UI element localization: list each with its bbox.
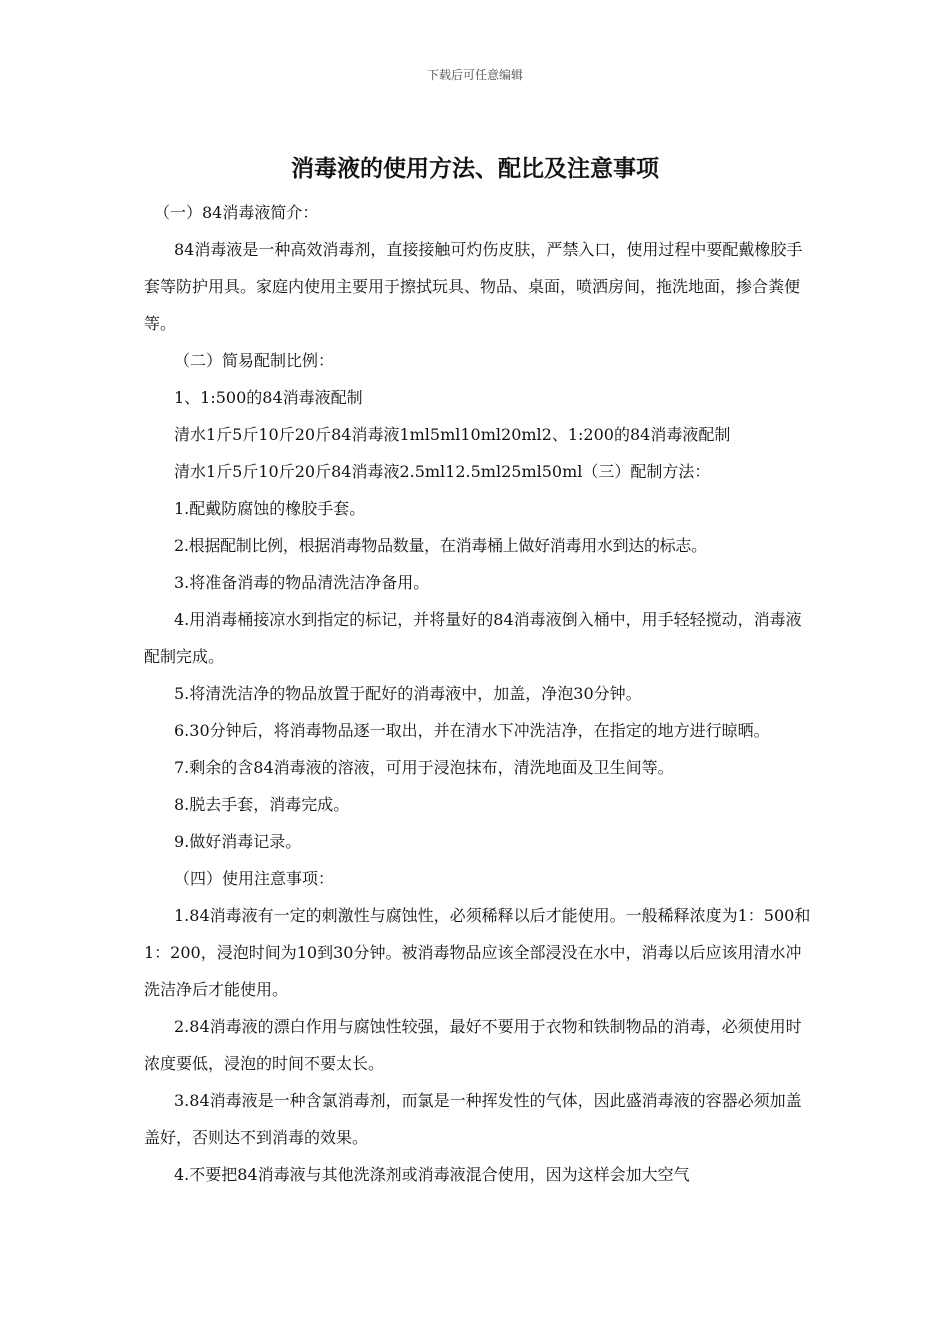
note-2: 2.84消毒液的漂白作用与腐蚀性较强，最好不要用于衣物和铁制物品的消毒，必须使用时浓度要低，浸泡的时间不要太长。 xyxy=(144,1017,802,1073)
paragraph-ratio-2: 清水1斤5斤10斤20斤84消毒液1ml5ml10ml20ml2、1:200的84消毒液配制 xyxy=(174,425,731,444)
section-heading-notes: （四）使用注意事项： xyxy=(174,869,335,888)
note-3: 3.84消毒液是一种含氯消毒剂，而氯是一种挥发性的气体，因此盛消毒液的容器必须加盖盖好，否则达不到消毒的效果。 xyxy=(144,1091,802,1147)
step-4: 4.用消毒桶接凉水到指定的标记，并将量好的84消毒液倒入桶中，用手轻轻搅动，消毒液配制完成。 xyxy=(144,610,802,666)
step-6: 6.30分钟后，将消毒物品逐一取出，并在清水下冲洗洁净，在指定的地方进行晾晒。 xyxy=(174,721,770,740)
document-body xyxy=(144,194,816,1193)
note-1: 1.84消毒液有一定的刺激性与腐蚀性，必须稀释以后才能使用。一般稀释浓度为1：500和1：200，浸泡时间为10到30分钟。被消毒物品应该全部浸没在水中，消毒以后应该用清水冲洗洁净后才能使用。 xyxy=(144,906,811,999)
step-8: 8.脱去手套，消毒完成。 xyxy=(174,795,350,814)
paragraph-intro: 84消毒液是一种高效消毒剂，直接接触可灼伤皮肤，严禁入口，使用过程中要配戴橡胶手套等防护用具。家庭内使用主要用于擦拭玩具、物品、桌面，喷洒房间，拖洗地面，掺合粪便等。 xyxy=(144,240,803,333)
paragraph-ratio-1: 1、1:500的84消毒液配制 xyxy=(174,388,363,407)
note-4: 4.不要把84消毒液与其他洗涤剂或消毒液混合使用，因为这样会加大空气 xyxy=(174,1165,690,1184)
step-2: 2.根据配制比例，根据消毒物品数量，在消毒桶上做好消毒用水到达的标志。 xyxy=(174,536,707,555)
paragraph-ratio-3: 清水1斤5斤10斤20斤84消毒液2.5ml12.5ml25ml50ml（三）配制方法： xyxy=(174,462,711,481)
step-3: 3.将准备消毒的物品清洗洁净备用。 xyxy=(174,573,430,592)
step-5: 5.将清洗洁净的物品放置于配好的消毒液中，加盖，净泡30分钟。 xyxy=(174,684,642,703)
page-header: 下载后可任意编辑 xyxy=(426,68,523,82)
section-heading-intro: （一）84消毒液简介： xyxy=(154,203,319,222)
step-9: 9.做好消毒记录。 xyxy=(174,832,302,851)
step-7: 7.剩余的含84消毒液的溶液，可用于浸泡抹布，清洗地面及卫生间等。 xyxy=(174,758,674,777)
section-heading-ratio: （二）简易配制比例： xyxy=(174,351,335,370)
step-1: 1.配戴防腐蚀的橡胶手套。 xyxy=(174,499,366,518)
document-title: 消毒液的使用方法、配比及注意事项 xyxy=(291,155,659,182)
